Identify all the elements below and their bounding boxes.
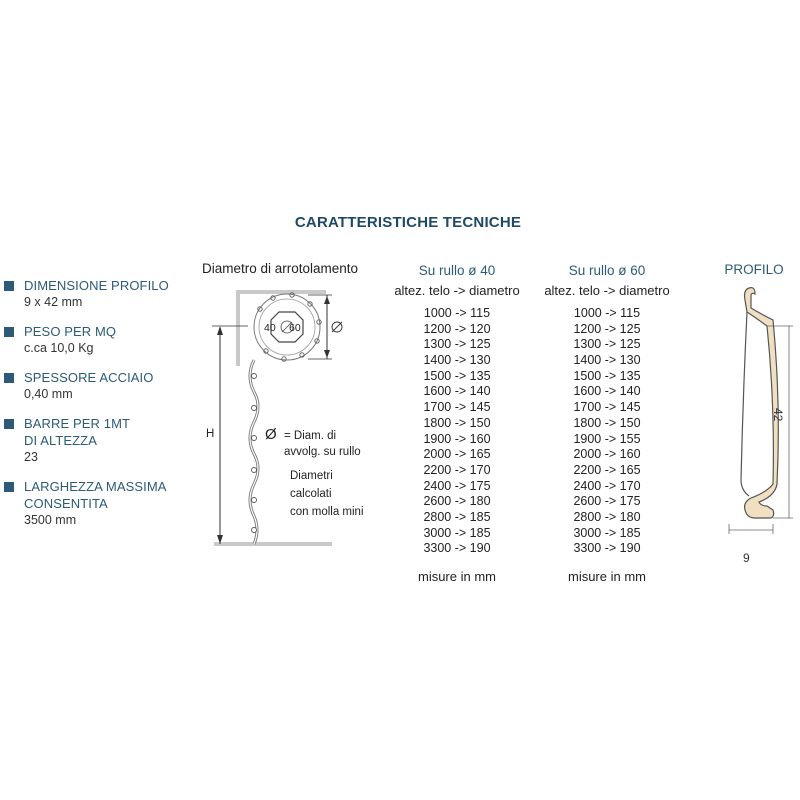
table-roller-60 — [532, 262, 682, 584]
table-rows — [532, 306, 682, 557]
diameter-legend-symbol: Ø — [265, 426, 277, 443]
bullet-square-icon — [4, 373, 14, 383]
spec-item — [4, 277, 194, 311]
table-row: 1600 -> 140 — [423, 384, 491, 399]
table-row: 2400 -> 170 — [573, 478, 641, 493]
profile-height-label: 42 — [771, 408, 785, 422]
table-row: 1600 -> 140 — [573, 384, 641, 399]
diameter-legend-line2: avvolg. su rullo — [284, 446, 361, 458]
table-row: 3300 -> 190 — [423, 541, 491, 556]
table-row: 3300 -> 190 — [573, 541, 641, 556]
table-row: 3000 -> 185 — [423, 525, 491, 540]
spec-list — [4, 277, 194, 541]
spec-value: 9 x 42 mm — [24, 295, 83, 309]
spec-item — [4, 415, 194, 466]
profile-title: PROFILO — [724, 262, 784, 277]
table-subheader: altez. telo -> diametro — [544, 283, 670, 298]
spec-value: 0,40 mm — [24, 387, 73, 401]
table-row: 1400 -> 130 — [423, 353, 491, 368]
height-label: H — [206, 428, 215, 440]
spec-item — [4, 323, 194, 357]
bullet-square-icon — [4, 482, 14, 492]
arrow-down-icon — [324, 350, 330, 358]
calc-note-line: con molla mini — [290, 506, 364, 518]
spec-label: PESO PER MQ — [24, 324, 117, 339]
bullet-square-icon — [4, 419, 14, 429]
table-row: 2800 -> 185 — [423, 509, 491, 524]
spec-value: 3500 mm — [24, 513, 77, 527]
bullet-square-icon — [4, 327, 14, 337]
table-row: 1900 -> 155 — [573, 431, 641, 446]
table-row: 2200 -> 165 — [573, 462, 641, 477]
table-row: 1300 -> 125 — [423, 337, 491, 352]
table-row: 1000 -> 115 — [573, 306, 641, 320]
calc-note-line: calcolati — [290, 488, 332, 500]
table-row: 1700 -> 145 — [423, 400, 491, 415]
table-header: Su rullo ø 40 — [418, 263, 496, 278]
table-row: 2400 -> 175 — [423, 478, 491, 493]
profile-width-label: 9 — [743, 551, 750, 565]
spec-label: LARGHEZZA MASSIMA CONSENTITA — [24, 479, 167, 511]
spec-label: SPESSORE ACCIAIO — [24, 370, 154, 385]
table-header: Su rullo ø 60 — [568, 263, 646, 278]
table-row: 2800 -> 180 — [573, 509, 641, 524]
spec-item — [4, 369, 194, 403]
table-row: 2600 -> 180 — [423, 494, 491, 509]
table-rows — [382, 306, 532, 557]
table-row: 1500 -> 135 — [573, 368, 641, 383]
arrow-up-icon — [217, 326, 223, 335]
diagram-title: Diametro di arrotolamento — [202, 261, 359, 276]
table-row: 1800 -> 150 — [423, 415, 491, 430]
table-note: misure in mm — [567, 569, 646, 584]
spec-value: c.ca 10,0 Kg — [24, 341, 94, 355]
spec-label: DIMENSIONE PROFILO — [24, 278, 169, 293]
table-row: 1000 -> 115 — [423, 306, 491, 320]
table-row: 2600 -> 175 — [573, 494, 641, 509]
table-row: 1900 -> 160 — [423, 431, 491, 446]
table-row: 1400 -> 130 — [573, 353, 641, 368]
table-row: 3000 -> 185 — [573, 525, 641, 540]
bullet-square-icon — [4, 281, 14, 291]
arrow-up-icon — [324, 296, 330, 304]
table-row: 2200 -> 170 — [423, 462, 491, 477]
spec-item — [4, 478, 194, 529]
table-roller-40 — [382, 262, 532, 584]
profile-section — [745, 288, 779, 518]
table-subheader: altez. telo -> diametro — [394, 283, 520, 298]
table-row: 1200 -> 125 — [573, 321, 641, 336]
spec-value: 23 — [24, 450, 38, 464]
profile-inner-edge — [741, 312, 749, 496]
table-row: 1200 -> 120 — [423, 321, 491, 336]
table-row: 1700 -> 145 — [573, 400, 641, 415]
calc-note-line: Diametri — [290, 470, 333, 482]
table-row: 2000 -> 165 — [423, 447, 491, 462]
roller-40-label: 40 — [264, 322, 276, 334]
table-note: misure in mm — [417, 569, 496, 584]
roller-60-label: 60 — [289, 322, 301, 334]
spec-label: BARRE PER 1MT DI ALTEZZA — [24, 416, 131, 448]
table-row: 1500 -> 135 — [423, 368, 491, 383]
table-row: 1800 -> 150 — [573, 415, 641, 430]
table-row: 2000 -> 160 — [573, 447, 641, 462]
page-title: CARATTERISTICHE TECNICHE — [294, 214, 522, 231]
diameter-legend-line1: = Diam. di — [284, 430, 337, 442]
table-row: 1300 -> 125 — [573, 337, 641, 352]
